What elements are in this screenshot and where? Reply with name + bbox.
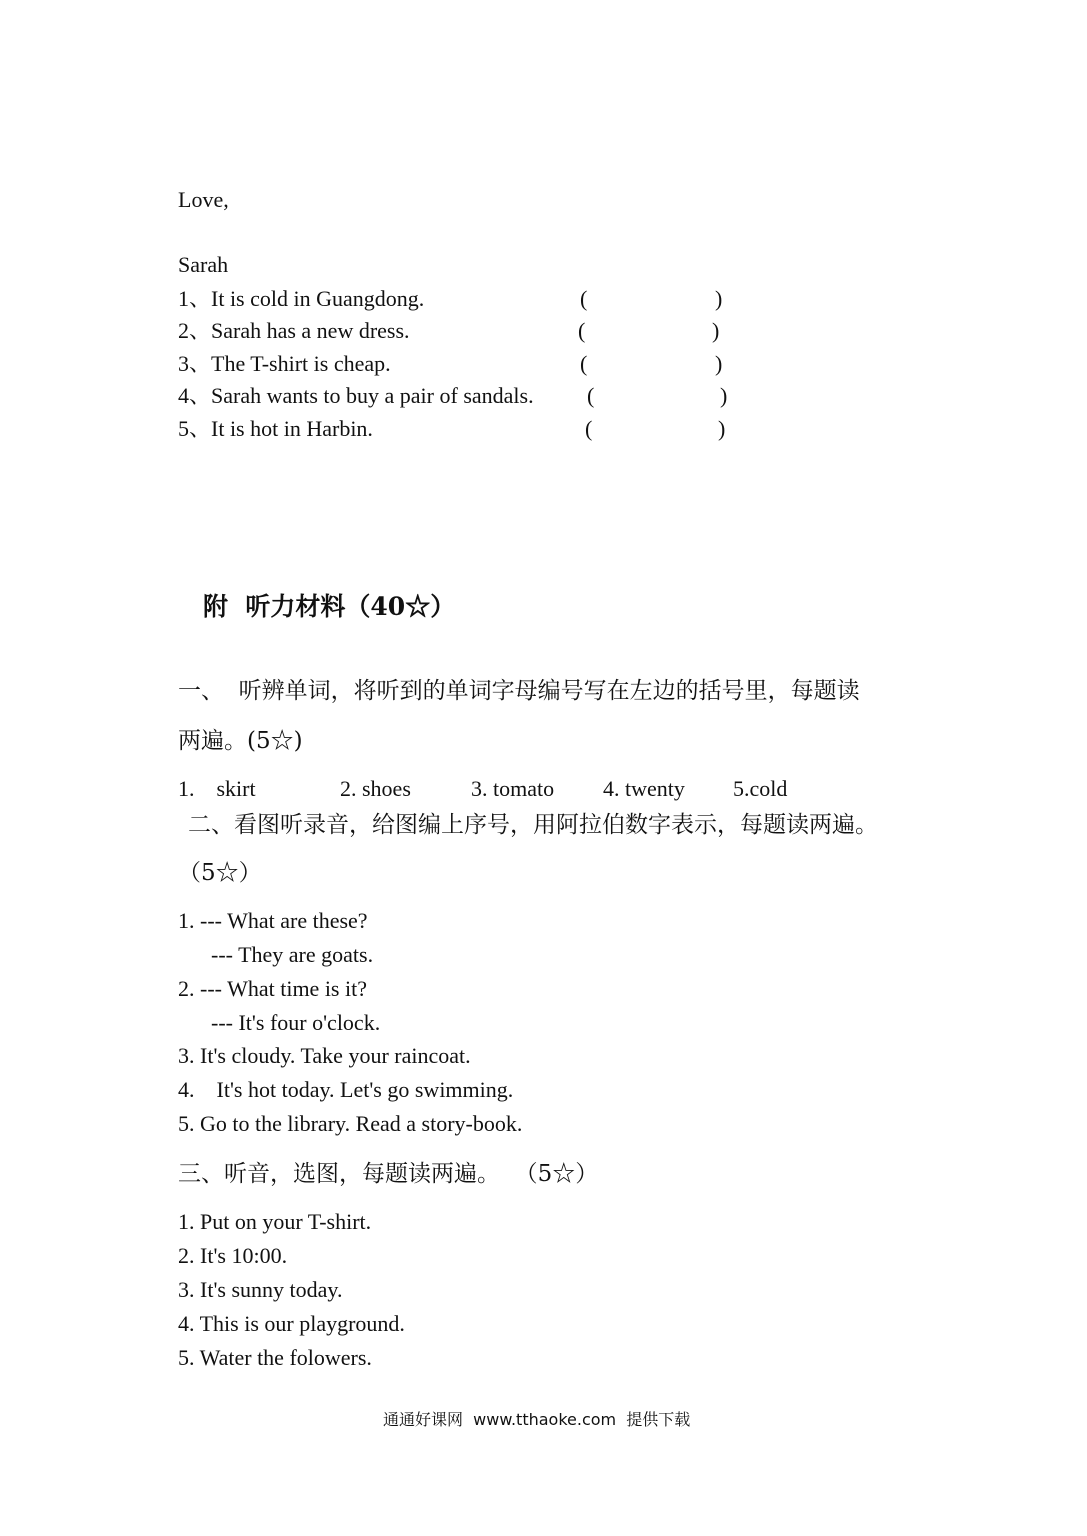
answer-paren-close-5: ) <box>718 416 726 441</box>
part1-word-4: 4. twenty <box>603 776 685 801</box>
answer-paren-close-4: ) <box>720 383 728 408</box>
tf-question-5: 5、It is hot in Harbin. <box>178 416 373 441</box>
part3-item: 2. It's 10:00. <box>178 1243 288 1268</box>
part2-heading-line1: 二、看图听录音，给图编上序号，用阿拉伯数字表示，每题读两遍。 <box>188 812 878 838</box>
tf-question-3: 3、The T-shirt is cheap. <box>178 351 391 376</box>
part1-word-1: 1. skirt <box>178 776 256 801</box>
part2-item: 2. --- What time is it? <box>178 976 367 1001</box>
part3-item: 5. Water the folowers. <box>178 1345 372 1370</box>
part1-heading-line2: 两遍。(5☆) <box>178 728 303 754</box>
part2-heading-line2: （5☆） <box>178 860 262 886</box>
part3-item: 4. This is our playground. <box>178 1311 405 1336</box>
tf-question-2: 2、Sarah has a new dress. <box>178 318 410 343</box>
letter-signature: Sarah <box>178 252 229 277</box>
appendix-title: 附 听力材料（40☆） <box>203 592 456 621</box>
answer-paren-close-3: ) <box>715 351 723 376</box>
part1-word-5: 5.cold <box>733 776 788 801</box>
part2-item: --- It's four o'clock. <box>178 1010 381 1035</box>
letter-closing: Love, <box>178 187 229 212</box>
part2-item: 5. Go to the library. Read a story-book. <box>178 1111 523 1136</box>
part1-word-3: 3. tomato <box>471 776 555 801</box>
answer-paren-open-1: ( <box>580 286 588 311</box>
part3-heading: 三、听音，选图，每题读两遍。 （5☆） <box>178 1161 599 1187</box>
answer-paren-open-4: ( <box>587 383 595 408</box>
answer-paren-open-2: ( <box>578 318 586 343</box>
part2-item: 4. It's hot today. Let's go swimming. <box>178 1077 514 1102</box>
part3-item: 1. Put on your T-shirt. <box>178 1209 372 1234</box>
answer-paren-open-3: ( <box>580 351 588 376</box>
part3-item: 3. It's sunny today. <box>178 1277 343 1302</box>
tf-question-1: 1、It is cold in Guangdong. <box>178 286 425 311</box>
tf-question-4: 4、Sarah wants to buy a pair of sandals. <box>178 383 534 408</box>
part1-heading-line1: 一、 听辨单词，将听到的单词字母编号写在左边的括号里，每题读 <box>178 678 860 704</box>
answer-paren-close-2: ) <box>712 318 720 343</box>
part1-word-2: 2. shoes <box>340 776 411 801</box>
page-footer: 通通好课网 www.tthaoke.com 提供下载 <box>383 1410 691 1429</box>
part2-item: 3. It's cloudy. Take your raincoat. <box>178 1043 471 1068</box>
answer-paren-close-1: ) <box>715 286 723 311</box>
part2-item: --- They are goats. <box>178 942 374 967</box>
part2-item: 1. --- What are these? <box>178 908 368 933</box>
answer-paren-open-5: ( <box>585 416 593 441</box>
